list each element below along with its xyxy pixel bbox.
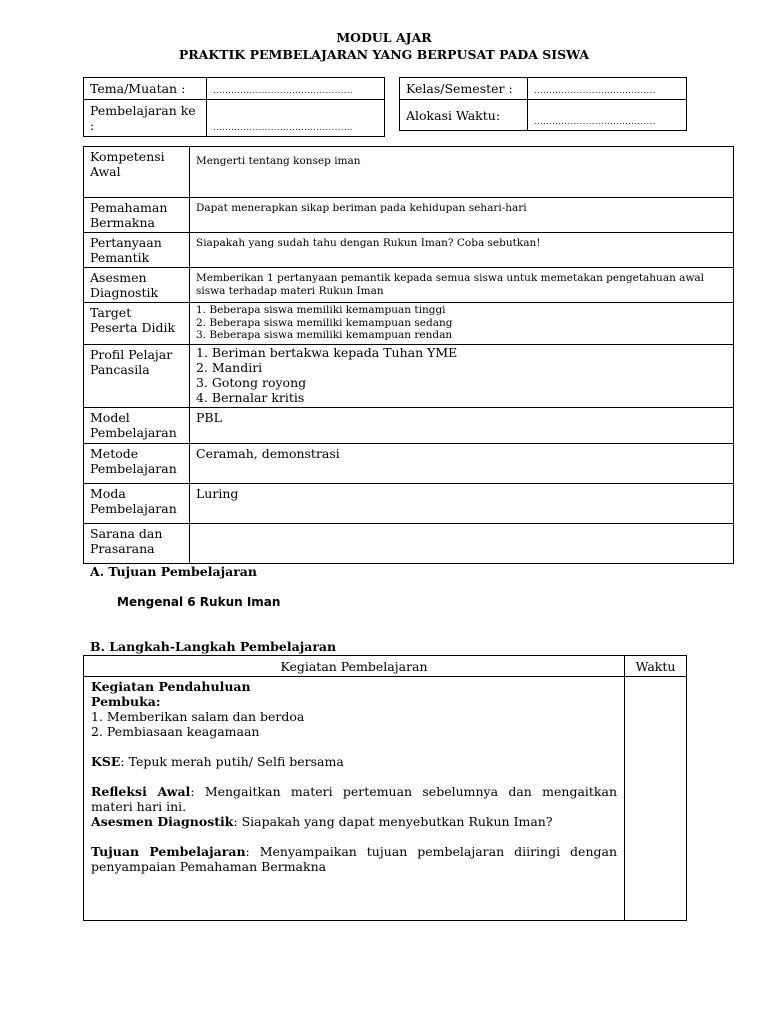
tema-value: ..............................................: [213, 86, 353, 95]
identity-table-right: [399, 77, 687, 131]
label-profil: Profil Pelajar Pancasila: [84, 344, 190, 407]
pembuka-title: Pembuka:: [91, 694, 161, 709]
row-profil-pelajar-pancasila: [84, 344, 734, 407]
value-metode: Ceramah, demonstrasi: [190, 443, 734, 483]
value-profil: [190, 344, 734, 407]
label-asesmen: Asesmen Diagnostik: [84, 268, 190, 303]
kegiatan-title: Kegiatan Pendahuluan: [91, 679, 251, 694]
activity-cell: [84, 677, 625, 921]
kelas-label: Kelas/Semester :: [400, 78, 528, 100]
value-model: PBL: [190, 407, 734, 443]
pembelajaran-label: Pembelajaran ke :: [84, 100, 207, 137]
section-b-heading: B. Langkah-Langkah Pembelajaran: [90, 639, 337, 654]
value-pemahaman: Dapat menerapkan sikap beriman pada kehidupan sehari-hari: [190, 198, 734, 233]
label-kompetensi: Kompetensi Awal: [84, 147, 190, 198]
row-sarana-prasarana: [84, 523, 734, 563]
value-sarana: [190, 523, 734, 563]
alokasi-label: Alokasi Waktu:: [400, 100, 528, 131]
pembelajaran-value: ..............................................: [213, 123, 353, 132]
document-title: MODUL AJAR: [336, 30, 432, 45]
list-item: 1. Beberapa siswa memiliki kemampuan tinggi: [196, 304, 446, 316]
kse-line: KSE: Tepuk merah putih/ Selfi bersama: [91, 754, 344, 769]
row-model-pembelajaran: [84, 407, 734, 443]
row-kompetensi-awal: [84, 147, 734, 198]
row-pertanyaan-pemantik: [84, 233, 734, 268]
time-cell: [625, 677, 687, 921]
col-header-activity: Kegiatan Pembelajaran: [84, 656, 625, 677]
refleksi-line: Refleksi Awal: Mengaitkan materi pertemuan sebelumnya dan mengaitkan materi hari ini.: [91, 784, 618, 814]
row-moda-pembelajaran: [84, 483, 734, 523]
list-item: 4. Bernalar kritis: [196, 389, 305, 405]
steps-table: [83, 655, 687, 921]
row-target-peserta-didik: [84, 303, 734, 345]
alokasi-value: ........................................: [534, 117, 656, 126]
tema-label: Tema/Muatan :: [84, 78, 207, 100]
row-pemahaman-bermakna: [84, 198, 734, 233]
asesmen-line: Asesmen Diagnostik: Siapakah yang dapat menyebutkan Rukun Iman?: [91, 814, 553, 829]
label-pertanyaan: Pertanyaan Pemantik: [84, 233, 190, 268]
list-item: 1. Memberikan salam dan berdoa: [91, 709, 305, 724]
list-item: 2. Pembiasaan keagamaan: [91, 724, 260, 739]
label-metode: Metode Pembelajaran: [84, 443, 190, 483]
value-asesmen: Memberikan 1 pertanyaan pemantik kepada semua siswa untuk memetakan pengetahuan awal siswa terhadap materi Rukun Iman: [190, 268, 734, 303]
label-pemahaman: Pemahaman Bermakna: [84, 198, 190, 233]
value-kompetensi: Mengerti tentang konsep iman: [190, 147, 734, 198]
value-moda: Luring: [190, 483, 734, 523]
label-moda: Moda Pembelajaran: [84, 483, 190, 523]
info-table: [83, 146, 734, 564]
tujuan-line: Tujuan Pembelajaran: Menyampaikan tujuan pembelajaran diiringi dengan penyampaian Pemahaman Bermakna: [91, 844, 617, 874]
list-item: 3. Beberapa siswa memiliki kemampuan rendan: [196, 329, 453, 341]
list-item: 3. Gotong royong: [196, 374, 307, 390]
value-pertanyaan: Siapakah yang sudah tahu dengan Rukun Iman? Coba sebutkan!: [190, 233, 734, 268]
label-sarana: Sarana dan Prasarana: [84, 523, 190, 563]
value-target: [190, 303, 734, 345]
identity-table-left: [83, 77, 385, 137]
label-target: Target Peserta Didik: [84, 303, 190, 345]
row-metode-pembelajaran: [84, 443, 734, 483]
section-a-heading: A. Tujuan Pembelajaran: [90, 564, 257, 579]
row-asesmen-diagnostik: [84, 268, 734, 303]
list-item: 1. Beriman bertakwa kepada Tuhan YME: [196, 344, 458, 360]
document-subtitle: PRAKTIK PEMBELAJARAN YANG BERPUSAT PADA SISWA: [178, 47, 590, 62]
label-model: Model Pembelajaran: [84, 407, 190, 443]
col-header-time: Waktu: [625, 656, 687, 677]
kelas-value: ........................................: [534, 86, 656, 95]
list-item: 2. Beberapa siswa memiliki kemampuan sedang: [196, 316, 453, 329]
list-item: 2. Mandiri: [196, 359, 263, 375]
section-a-content: Mengenal 6 Rukun Iman: [117, 595, 281, 609]
